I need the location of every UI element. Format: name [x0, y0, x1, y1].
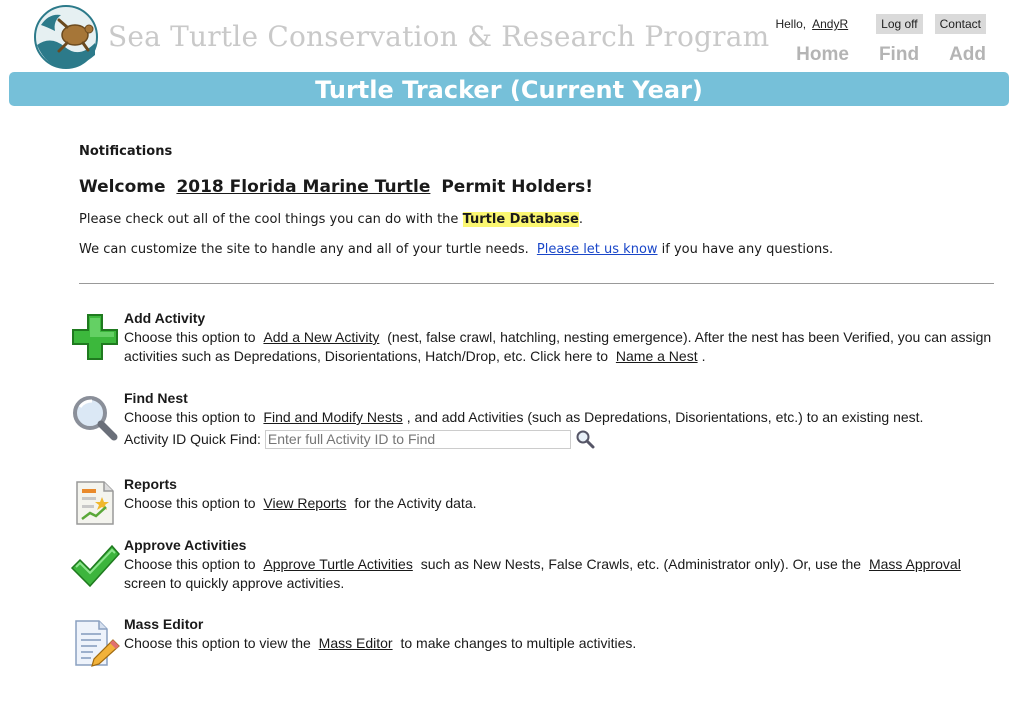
let-us-know-link[interactable]: Please let us know [536, 242, 658, 257]
desc-text: for the Activity data. [354, 495, 477, 511]
desc-text: (nest, false crawl, hatchling, nesting emergence). After the nest has been Verified, you can assign activities such as Depredations, Disorientations, Hatch/Drop, etc. Click here to [124, 329, 992, 364]
welcome-heading [79, 177, 994, 197]
find-modify-nests-link[interactable]: Find and Modify Nests [263, 409, 403, 425]
find-nest-desc [124, 408, 994, 427]
page-banner [9, 72, 1009, 106]
contact-button[interactable]: Contact [935, 14, 986, 34]
approve-activities-desc [124, 555, 994, 593]
add-activity-option [124, 309, 994, 366]
main-nav [796, 44, 986, 66]
user-bar [775, 14, 986, 34]
add-activity-title: Add Activity [124, 310, 206, 326]
approve-turtle-activities-link[interactable]: Approve Turtle Activities [263, 556, 413, 572]
name-a-nest-link[interactable]: Name a Nest [615, 348, 698, 364]
notifications-heading: Notifications [79, 144, 173, 159]
desc-text: Choose this option to [124, 556, 256, 572]
desc-text: screen to quickly approve activities. [124, 575, 345, 591]
message-text: We can customize the site to handle any and all of your turtle needs. [79, 242, 529, 257]
logoff-button[interactable]: Log off [876, 14, 922, 34]
desc-text: Choose this option to [124, 495, 256, 511]
message-text: . [578, 212, 584, 227]
username-link[interactable]: AndyR [812, 17, 849, 31]
activity-id-input[interactable] [265, 430, 571, 449]
site-title: Sea Turtle Conservation & Research Program [108, 20, 770, 53]
desc-text: to make changes to multiple activities. [400, 635, 637, 651]
quick-find-search-icon[interactable] [575, 429, 595, 449]
reports-title: Reports [124, 476, 177, 492]
divider [79, 283, 994, 284]
approve-activities-title: Approve Activities [124, 537, 247, 553]
mass-editor-link[interactable]: Mass Editor [318, 635, 393, 651]
reports-icon[interactable] [74, 479, 116, 527]
nav-add[interactable]: Add [949, 44, 986, 65]
checkmark-icon[interactable] [70, 544, 120, 588]
message-text: Please check out all of the cool things you can do with the [79, 212, 459, 227]
message-line-1 [79, 212, 994, 227]
message-line-2 [79, 242, 994, 257]
find-nest-title: Find Nest [124, 390, 188, 406]
green-plus-icon[interactable] [71, 313, 119, 361]
view-reports-link[interactable]: View Reports [263, 495, 347, 511]
find-nest-option [124, 389, 994, 449]
add-activity-desc [124, 328, 994, 366]
welcome-post: Permit Holders! [441, 177, 593, 197]
page-title: Turtle Tracker (Current Year) [315, 76, 703, 104]
notifications-section [79, 144, 994, 284]
nav-home[interactable]: Home [796, 44, 849, 65]
add-new-activity-link[interactable]: Add a New Activity [263, 329, 380, 345]
desc-text: Choose this option to [124, 329, 256, 345]
mass-editor-option [124, 615, 994, 653]
magnifier-icon[interactable] [70, 393, 118, 441]
quick-find-label: Activity ID Quick Find: [124, 430, 261, 447]
desc-text: , and add Activities (such as Depredations, Disorientations, etc.) to an existing nest. [406, 409, 924, 425]
permit-holders-link[interactable]: 2018 Florida Marine Turtle [176, 177, 431, 197]
mass-approval-link[interactable]: Mass Approval [868, 556, 961, 572]
hello-text: Hello, [775, 17, 807, 31]
desc-text: . [701, 348, 706, 364]
reports-desc [124, 494, 994, 513]
nav-find[interactable]: Find [878, 44, 920, 65]
reports-option [124, 475, 994, 513]
mass-editor-title: Mass Editor [124, 616, 204, 632]
welcome-pre: Welcome [79, 177, 166, 197]
turtle-logo [31, 5, 101, 69]
message-text: if you have any questions. [661, 242, 834, 257]
desc-text: Choose this option to view the [124, 635, 311, 651]
desc-text: Choose this option to [124, 409, 256, 425]
mass-editor-icon[interactable] [73, 618, 121, 668]
mass-editor-desc [124, 634, 994, 653]
quick-find-row [124, 429, 994, 449]
turtle-database-highlight: Turtle Database [462, 212, 579, 227]
approve-activities-option [124, 536, 994, 593]
desc-text: such as New Nests, False Crawls, etc. (Administrator only). Or, use the [420, 556, 862, 572]
